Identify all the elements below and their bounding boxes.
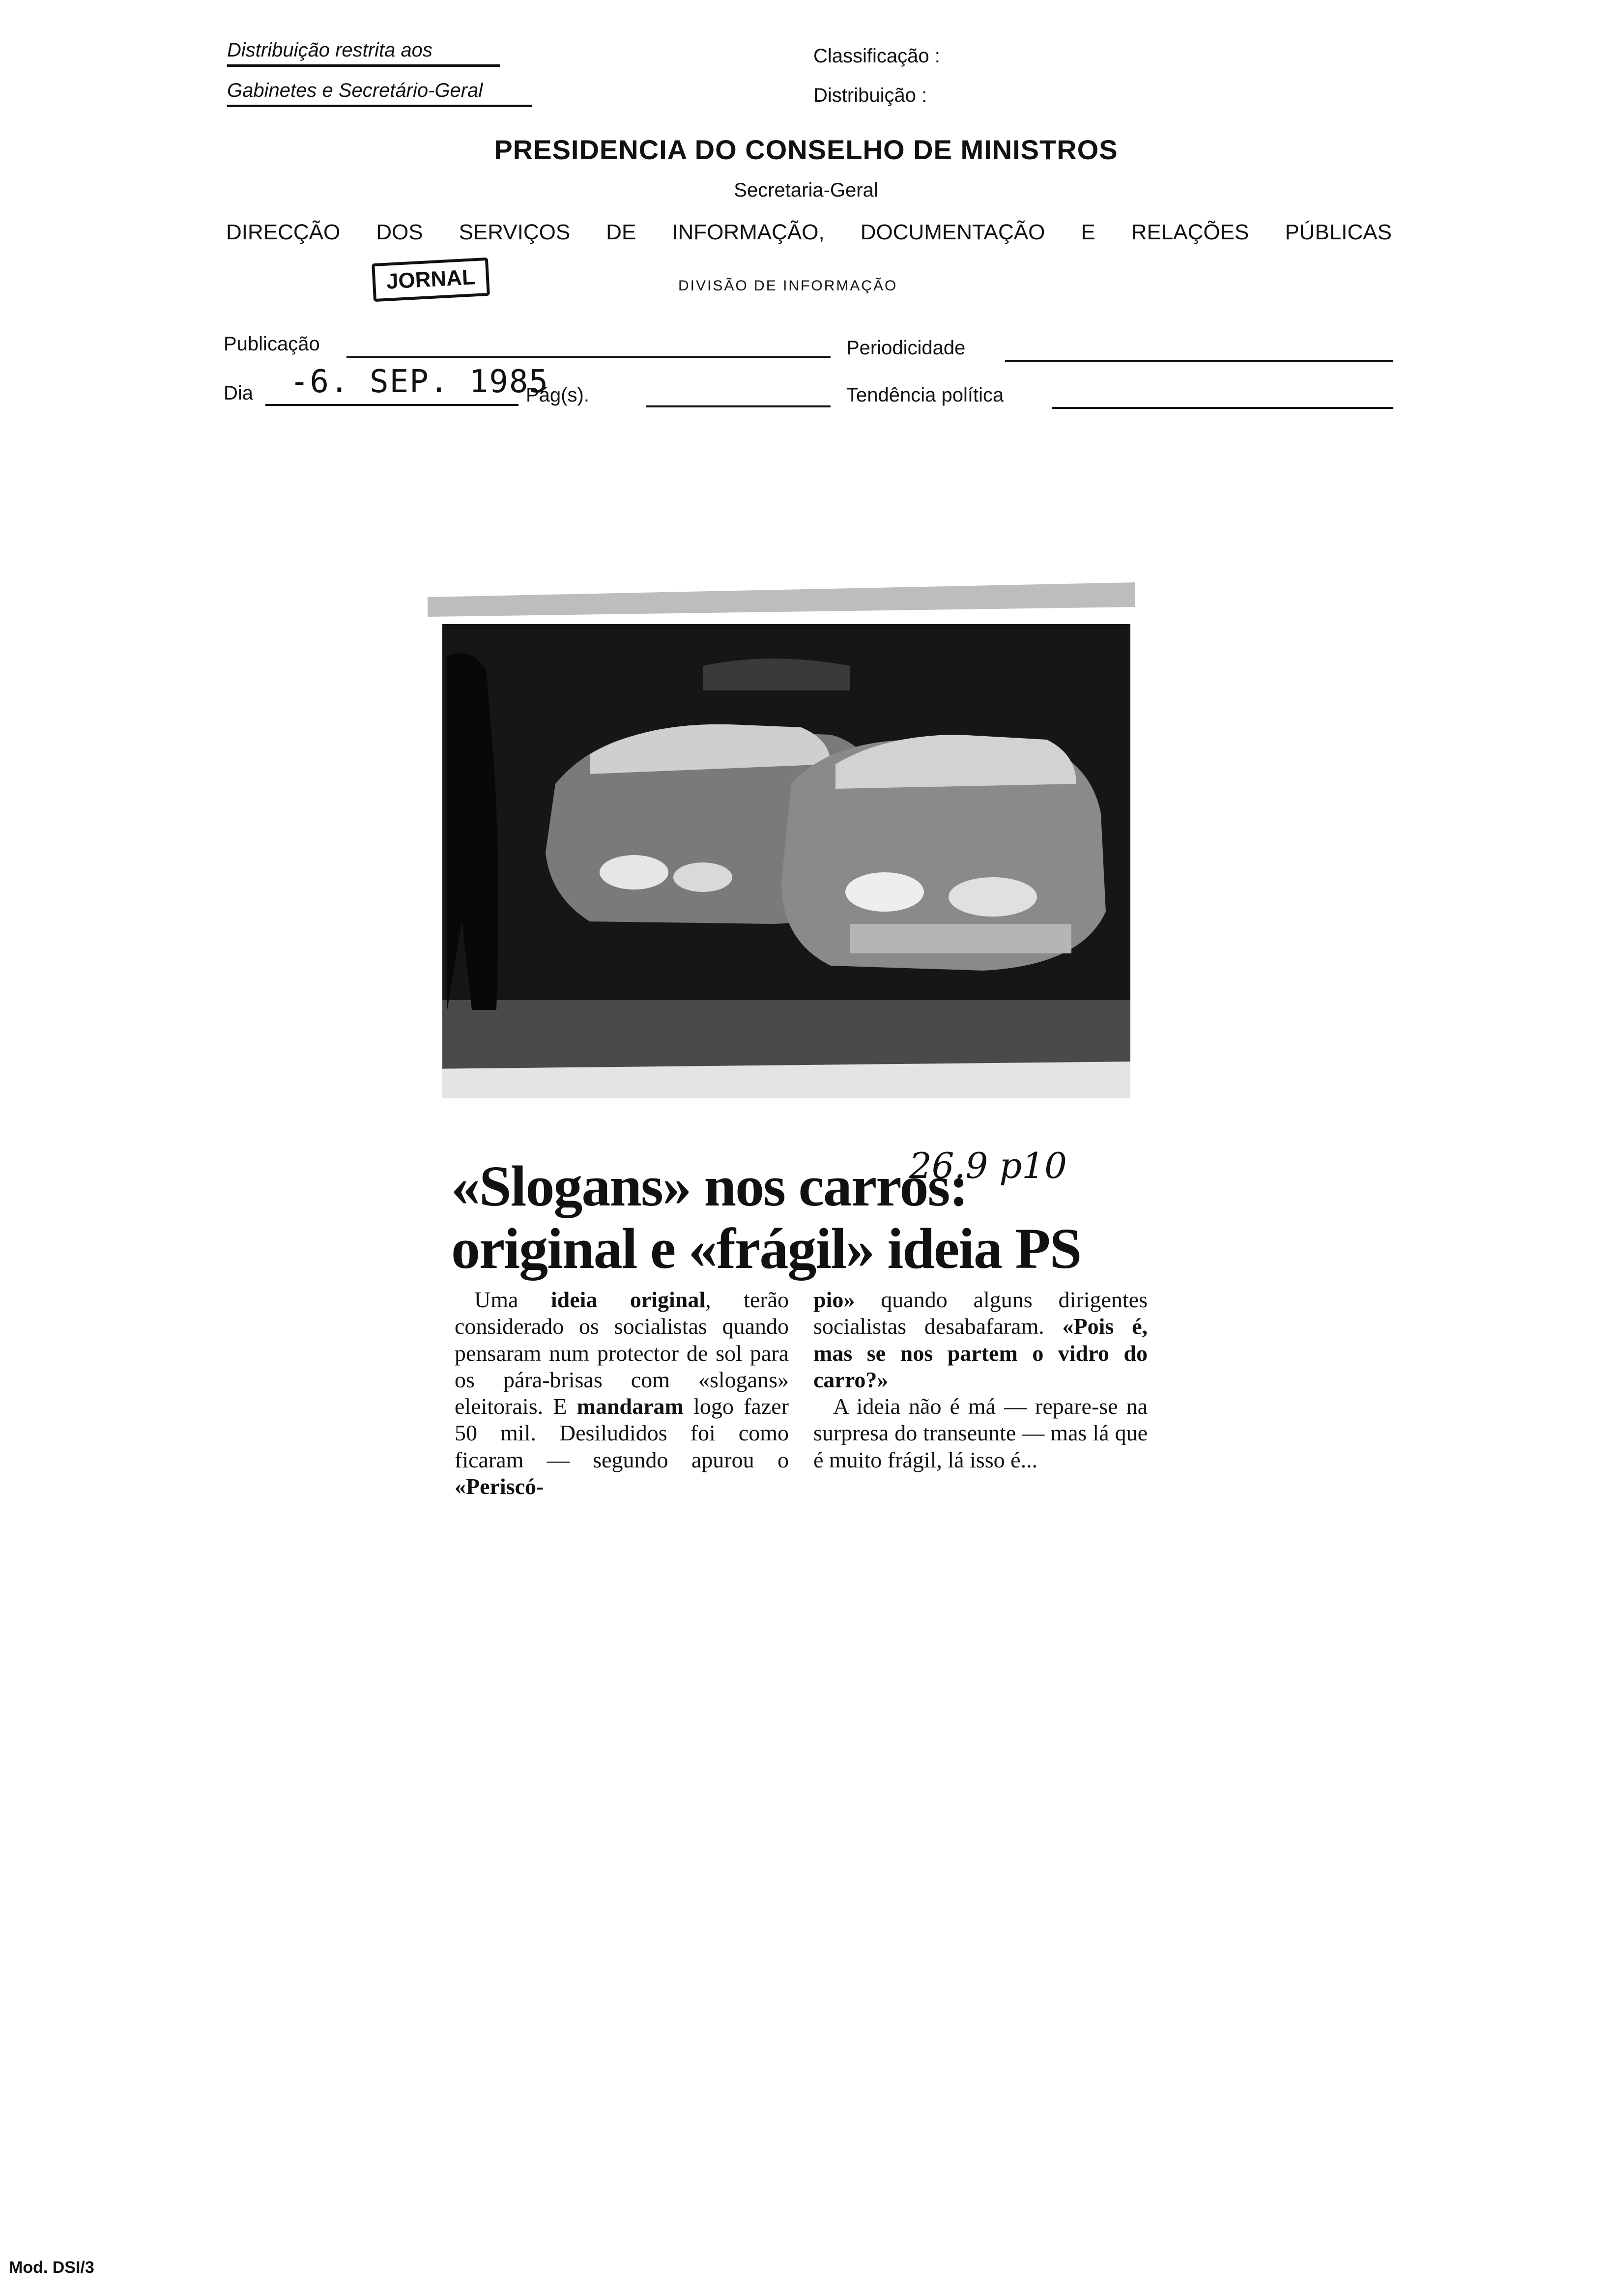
text-run: ideia [550, 1287, 598, 1312]
distribution-line-1: Distribuição restrita aos [227, 39, 500, 67]
cars-photo-image [428, 577, 1135, 1143]
article-column-2 [813, 1287, 1148, 1473]
periodicidade-label: Periodicidade [846, 337, 966, 359]
model-code: Mod. DSI/3 [9, 2258, 94, 2277]
dia-line [265, 404, 518, 406]
direccao-word: DE [606, 220, 636, 244]
direccao-line [226, 220, 1392, 245]
handwritten-annotation: 26.9 p10 [909, 1145, 1067, 1186]
text-run: logo fazer 50 mil. Desiludidos foi como ficaram — segundo apurou o [455, 1394, 789, 1472]
org-subtitle: Secretaria-Geral [734, 179, 878, 201]
tendencia-line [1052, 407, 1393, 409]
periodicidade-line [1005, 360, 1393, 362]
direccao-word: PÚBLICAS [1285, 220, 1392, 244]
direccao-word: RELAÇÕES [1131, 220, 1249, 244]
jornal-stamp: JORNAL [372, 258, 490, 302]
text-run: pio» [813, 1287, 855, 1312]
text-run: quando alguns dirigentes socialistas desabafaram. [813, 1287, 1148, 1339]
divisao-label: DIVISÃO DE INFORMAÇÃO [678, 278, 898, 294]
dia-value: -6. SEP. 1985 [290, 364, 549, 400]
direccao-word: E [1081, 220, 1095, 244]
article-photo [428, 577, 1135, 1143]
text-run: Uma [474, 1287, 551, 1312]
publicacao-label: Publicação [224, 333, 320, 355]
direccao-word: DOCUMENTAÇÃO [860, 220, 1045, 244]
pags-line [646, 405, 831, 407]
direccao-word: DIRECÇÃO [226, 220, 341, 244]
text-run: , terão considerado os socialistas quando pensaram num protector de sol para os pára-brisas com «slogans» eleitorais. E [455, 1287, 789, 1419]
direccao-word: SERVIÇOS [459, 220, 571, 244]
publicacao-line [346, 356, 831, 358]
article-paragraph: A ideia não é má — repare-se na surpresa do transeunte — mas lá que é muito frágil, lá isso é... [813, 1394, 1148, 1472]
org-title: PRESIDENCIA DO CONSELHO DE MINISTROS [494, 134, 1118, 165]
text-run: «Periscó- [455, 1473, 544, 1499]
dia-label: Dia [224, 382, 254, 404]
distribuicao-label: Distribuição : [813, 85, 927, 106]
distribution-line-2: Gabinetes e Secretário-Geral [227, 80, 532, 107]
tendencia-label: Tendência política [846, 384, 1004, 406]
headline-line-1: «Slogans» nos carros: [451, 1154, 968, 1218]
article-column-1 [455, 1287, 789, 1500]
pags-label: Pág(s). [526, 384, 589, 406]
text-run: mandaram [576, 1394, 684, 1419]
text-run: «Pois é, mas se nos partem o vidro do carro?» [813, 1314, 1148, 1392]
headline-line-2: original e «frágil» ideia PS [451, 1216, 1081, 1281]
direccao-word: INFORMAÇÃO, [672, 220, 825, 244]
classificacao-label: Classificação : [813, 45, 940, 67]
text-run: original [597, 1287, 706, 1312]
direccao-word: DOS [376, 220, 423, 244]
